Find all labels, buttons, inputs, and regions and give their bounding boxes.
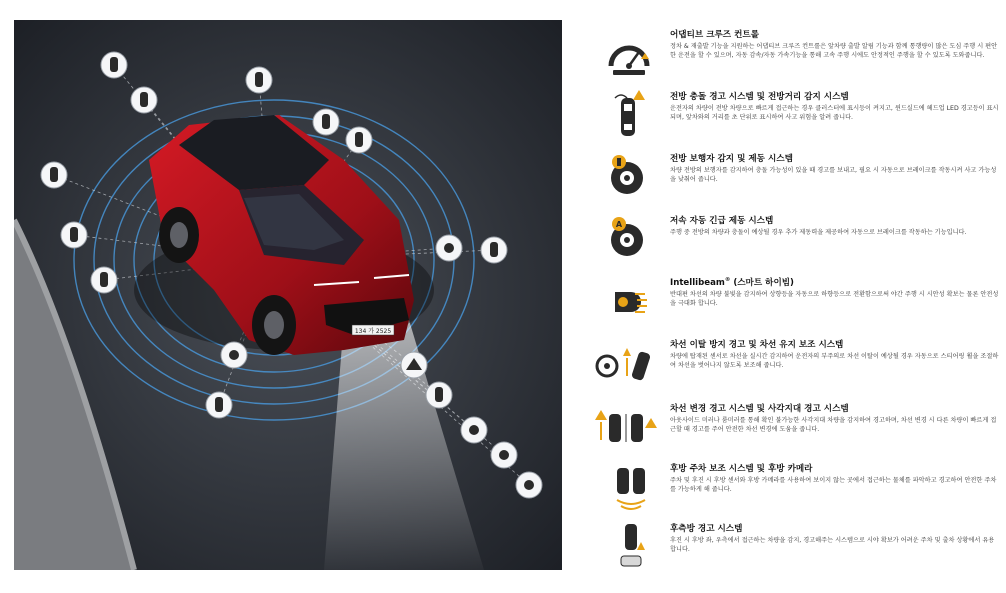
feature-title: 후방 주차 보조 시스템 및 후방 카메라	[670, 464, 813, 474]
blind-spot-warning-icon	[595, 400, 665, 456]
feature-title: Intellibeam® (스마트 하이빔)	[670, 277, 794, 288]
feature-description: 주행 중 전방의 차량과 충돌이 예상될 경우 추가 제동력을 제공하여 자동으로 브레이크를 작동하는 기능입니다.	[670, 229, 967, 236]
feature-item	[595, 460, 1000, 520]
adaptive-cruise-control-icon	[595, 26, 665, 82]
feature-title: 전방 충돌 경고 시스템 및 전방거리 감지 시스템	[670, 92, 849, 102]
feature-title: 전방 보행자 감지 및 제동 시스템	[670, 154, 793, 164]
feature-description: 주차 및 후진 시 후방 센서와 후방 카메라를 사용하여 보이지 않는 곳에서 접근하는 물체를 파악하고 경고하여 안전한 주차를 가능하게 해 줍니다.	[670, 477, 997, 493]
feature-item	[595, 336, 1000, 396]
rear-parking-assist-icon	[595, 460, 665, 516]
feature-description: 차량에 탑재된 센서로 차선을 실시간 감지하여 운전자의 부주의로 차선 이탈이 예상될 경우 자동으로 스티어링 휠을 조절하여 차선을 벗어나지 않도록 보조해 줍니다.	[670, 353, 999, 369]
feature-item	[595, 400, 1000, 460]
license-plate: 134 가 2525	[354, 328, 392, 335]
feature-item	[595, 150, 1000, 210]
forward-collision-warning-icon	[595, 88, 665, 144]
feature-item	[595, 212, 1000, 272]
feature-item	[595, 520, 1000, 580]
feature-title: 어댑티브 크루즈 컨트롤	[670, 30, 759, 40]
feature-item	[595, 26, 1000, 86]
feature-description: 정차 & 재출발 기능을 지원하는 어댑티브 크루즈 컨트롤은 앞차량 출발 알림 기능과 함께 통행량이 많은 도심 주행 시 편안한 운전을 할 수 있으며, 자동 감속/자동 가속기능을 통해 고속 주행 시에도 안정적인 주행을 할 수 있도록 도와줍니다.	[670, 43, 998, 59]
feature-title: 차선 변경 경고 시스템 및 사각지대 경고 시스템	[670, 404, 849, 414]
low-speed-emergency-braking-icon	[595, 212, 665, 268]
safety-feature-list	[595, 20, 1000, 580]
feature-item	[595, 88, 1000, 148]
lane-keeping-assist-icon	[595, 336, 665, 392]
feature-title: 차선 이탈 방지 경고 및 차선 유지 보조 시스템	[670, 340, 844, 350]
feature-description: 차량 전방의 보행자를 감지하여 충돌 가능성이 있을 때 경고를 보내고, 필요 시 자동으로 브레이크를 작동시켜 사고 가능성을 낮춰어 줍니다.	[670, 167, 997, 183]
feature-title: 후측방 경고 시스템	[670, 524, 743, 534]
car-sensor-illustration	[14, 20, 562, 570]
feature-item	[595, 274, 1000, 334]
rear-cross-traffic-alert-icon	[595, 520, 665, 576]
pedestrian-detection-icon	[595, 150, 665, 206]
feature-description: 아웃사이드 미러나 룸미러를 통해 확인 불가능한 사각지대 차량을 감지하여 경고하며, 차선 변경 시 다른 차량이 빠르게 접근할 때 경고를 주어 안전한 차선 변경에 도움을 줍니다.	[670, 417, 997, 433]
feature-description: 운전자의 차량이 전방 차량으로 빠르게 접근하는 경우 클러스터에 표시등이 켜지고, 윈드실드에 헤드업 LED 경고등이 표시 되며, 앞차와의 거리를 초 단위로 표시하여 사고 위험을 알려 줍니다.	[670, 105, 999, 121]
feature-title: 저속 자동 긴급 제동 시스템	[670, 216, 774, 226]
feature-description: 반대편 차선의 차량 불빛을 감지하여 상향등을 자동으로 하향등으로 전환함으로써 야간 주행 시 시안성 확보는 물론 안전성을 극대화 합니다.	[670, 291, 999, 307]
feature-description: 후진 시 후방 좌, 우측에서 접근하는 차량을 감지, 경고해주는 시스템으로 시야 확보가 어려운 주차 및 출차 상황에서 유용합니다.	[670, 537, 995, 553]
svg-text:A: A	[615, 220, 623, 229]
intellibeam-icon	[595, 274, 665, 330]
